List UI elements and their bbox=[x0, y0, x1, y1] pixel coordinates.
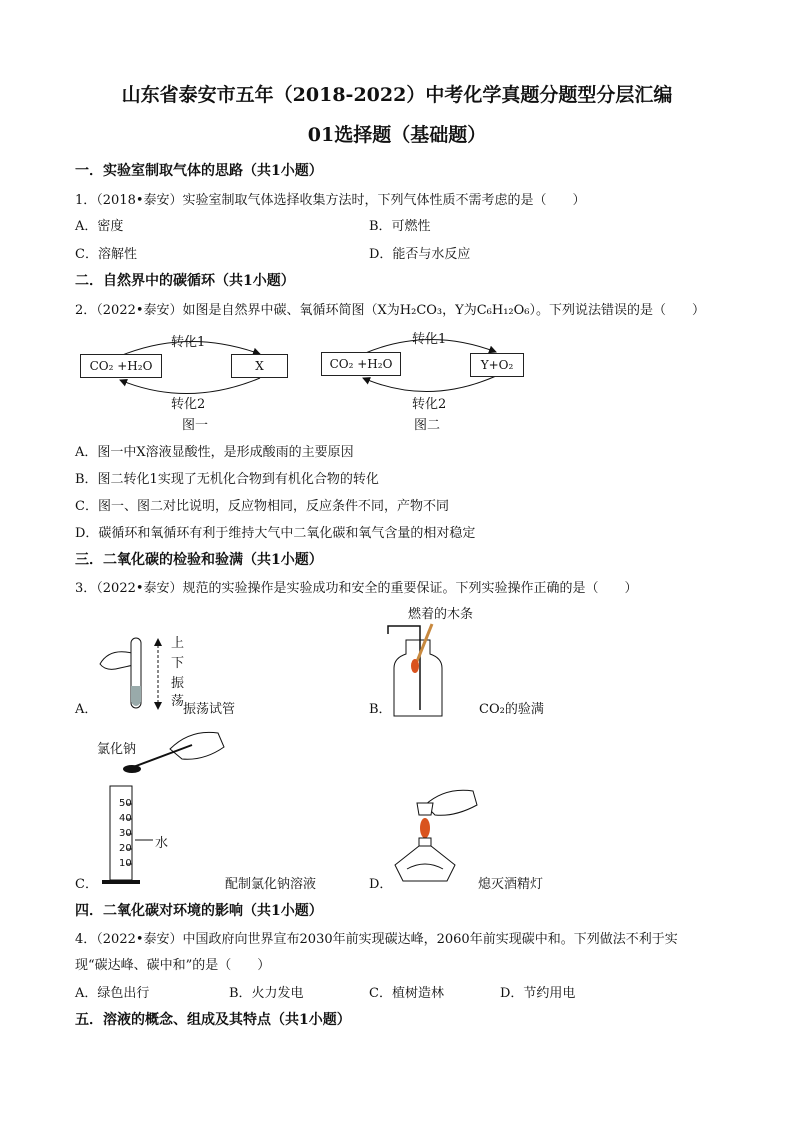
q1-option-c: C．溶解性 bbox=[75, 247, 137, 262]
burning-stick-label: 燃着的木条 bbox=[408, 607, 474, 622]
q3-option-a-caption: 振荡试管 bbox=[183, 702, 236, 717]
spoon-hand-figure bbox=[120, 727, 230, 777]
label-vibrate: 振 bbox=[171, 676, 185, 691]
scale-40: 40 bbox=[119, 813, 132, 824]
q3-option-d-caption: 熄灭酒精灯 bbox=[478, 877, 544, 892]
q4-stem-line1: 4．（2022•泰安）中国政府向世界宣布2030年前实现碳达峰，2060年前实现碳中和。下列做法不利于实 bbox=[75, 932, 678, 947]
diagram2-bottom-label: 转化2 bbox=[412, 397, 447, 412]
diagram2-caption: 图二 bbox=[414, 418, 441, 433]
label-up: 上 bbox=[171, 636, 185, 651]
diagram2-right-box: Y+O₂ bbox=[470, 353, 524, 377]
scale-20: 20 bbox=[119, 843, 132, 854]
q4-option-b: B．火力发电 bbox=[229, 986, 304, 1001]
diagram1-left-box: CO₂ +H₂O bbox=[80, 354, 162, 378]
alcohol-lamp-figure bbox=[385, 783, 480, 888]
q3-option-d-letter: D． bbox=[369, 877, 393, 892]
q1-option-b: B．可燃性 bbox=[369, 219, 431, 234]
q1-stem: 1．（2018•泰安）实验室制取气体选择收集方法时，下列气体性质不需考虑的是（ ） bbox=[75, 193, 586, 208]
q3-stem: 3．（2022•泰安）规范的实验操作是实验成功和安全的重要保证。下列实验操作正确的是（ ） bbox=[75, 581, 638, 596]
scale-50: 50 bbox=[119, 798, 132, 809]
lamp-cap-icon bbox=[417, 803, 433, 815]
q3-option-c-letter: C． bbox=[75, 877, 98, 892]
arrow-transform-2 bbox=[120, 378, 260, 394]
q2-option-d: D．碳循环和氧循环有利于维持大气中二氧化碳和氧气含量的相对稳定 bbox=[75, 526, 476, 541]
diagram1-top-label: 转化1 bbox=[171, 335, 206, 350]
section-heading-3: 三．二氧化碳的检验和验满（共1小题） bbox=[75, 552, 323, 568]
q4-option-c: C．植树造林 bbox=[369, 986, 444, 1001]
diagram2-left-box: CO₂ +H₂O bbox=[321, 352, 401, 376]
section-heading-2: 二．自然界中的碳循环（共1小题） bbox=[75, 273, 295, 289]
q2-option-a: A．图一中X溶液显酸性，是形成酸雨的主要原因 bbox=[75, 445, 354, 460]
shake-test-tube-figure bbox=[98, 628, 178, 718]
q1-option-d: D．能否与水反应 bbox=[369, 247, 471, 262]
q4-stem-line2: 现“碳达峰、碳中和”的是（ ） bbox=[75, 958, 271, 973]
q3-option-a-letter: A． bbox=[75, 702, 98, 717]
diagram1-right-box: X bbox=[231, 354, 288, 378]
page-title: 山东省泰安市五年（2018-2022）中考化学真题分题型分层汇编 bbox=[121, 84, 673, 106]
q1-option-a: A．密度 bbox=[75, 219, 124, 234]
scale-10: 10 bbox=[119, 858, 132, 869]
salt-label: 氯化钠 bbox=[97, 742, 137, 757]
gas-bottle-figure bbox=[386, 620, 456, 720]
section-heading-5: 五．溶液的概念、组成及其特点（共1小题） bbox=[75, 1012, 351, 1028]
q3-option-c-caption: 配制氯化钠溶液 bbox=[225, 877, 317, 892]
q4-option-a: A．绿色出行 bbox=[75, 986, 150, 1001]
hand-icon bbox=[170, 732, 224, 759]
section-heading-4: 四．二氧化碳对环境的影响（共1小题） bbox=[75, 903, 323, 919]
q3-option-b-letter: B． bbox=[369, 702, 392, 717]
flame-icon bbox=[420, 818, 430, 838]
gas-bottle-icon bbox=[394, 640, 442, 716]
page-subtitle: 01选择题（基础题） bbox=[307, 124, 487, 146]
label-down: 下 bbox=[171, 656, 185, 671]
diagram1-caption: 图一 bbox=[182, 418, 209, 433]
diagram2-top-label: 转化1 bbox=[412, 332, 447, 347]
water-pointer-line bbox=[135, 838, 155, 842]
q2-option-c: C．图一、图二对比说明，反应物相同，反应条件不同，产物不同 bbox=[75, 499, 449, 514]
flame-icon bbox=[411, 659, 419, 673]
diagram1-bottom-label: 转化2 bbox=[171, 397, 206, 412]
q2-stem: 2．（2022•泰安）如图是自然界中碳、氧循环简图（X为H₂CO₃，Y为C₆H₁₂O₆）。下列说法错误的是（ ） bbox=[75, 303, 706, 318]
water-label: 水 bbox=[155, 836, 169, 851]
scale-30: 30 bbox=[119, 828, 132, 839]
q3-option-b-caption: CO₂的验满 bbox=[479, 702, 544, 717]
q4-option-d: D．节约用电 bbox=[500, 986, 576, 1001]
label-shake: 荡 bbox=[171, 694, 185, 709]
section-heading-1: 一．实验室制取气体的思路（共1小题） bbox=[75, 163, 323, 179]
arrow-transform-2 bbox=[363, 376, 496, 392]
q2-option-b: B．图二转化1实现了无机化合物到有机化合物的转化 bbox=[75, 472, 379, 487]
